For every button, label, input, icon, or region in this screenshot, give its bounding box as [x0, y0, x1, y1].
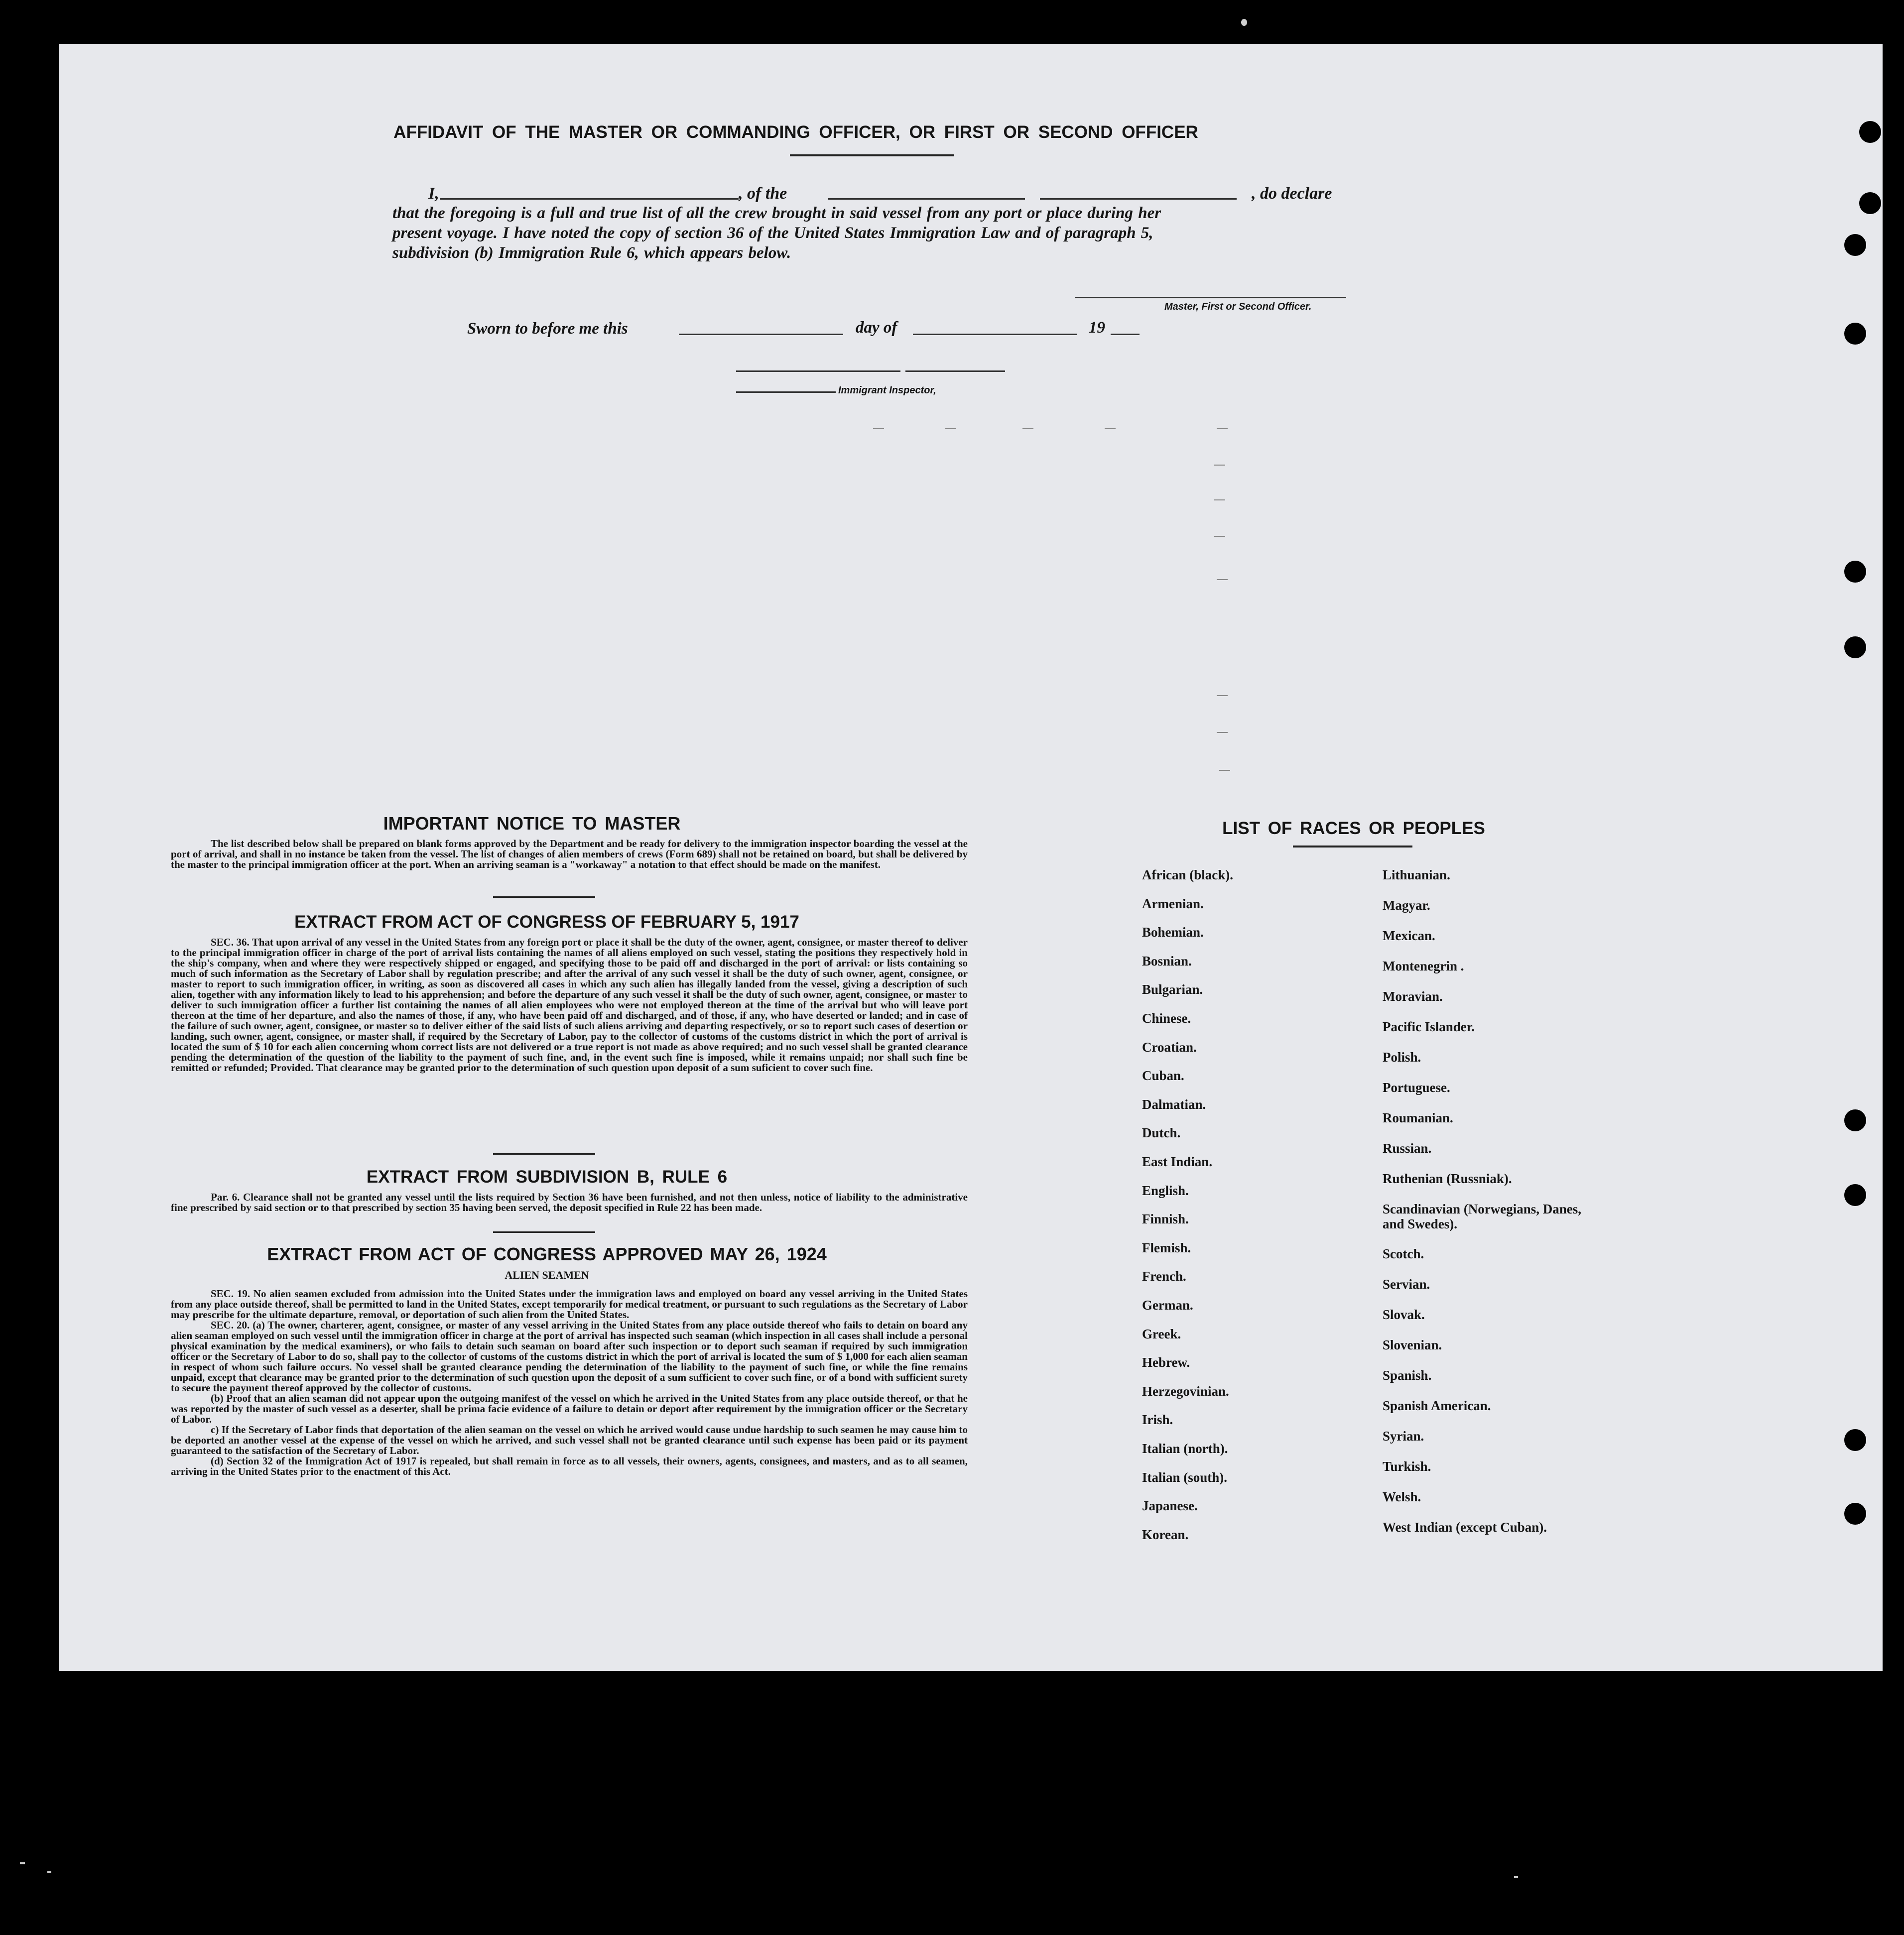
race-item: Chinese. — [1142, 1011, 1191, 1026]
faint-dash — [945, 428, 956, 429]
sworn-label: Sworn to before me this — [467, 320, 628, 338]
race-item: Mexican. — [1383, 928, 1435, 943]
section-19-text: SEC. 19. No alien seamen excluded from admission into the United States under the immigration laws and employed on board any vessel arriving in the United States from any place outside thereof, shall be permitted to land in the United States, except temporarily for medical treatment, or pursuant to such regulations as the Secretary of Labor may prescribe for the ultimate departure, removal, or deportation of such alien from the United States. — [171, 1288, 968, 1321]
section-20d-text: (d) Section 32 of the Immigration Act of 1917 is repealed, but shall remain in force as to all vessels, their owners, agents, consignees, and masters, and as to all seamen, arriving in the United States prior to the enactment of this Act. — [171, 1455, 968, 1477]
race-item: Lithuanian. — [1383, 867, 1450, 882]
race-item: Dalmatian. — [1142, 1096, 1206, 1112]
race-item: English. — [1142, 1183, 1189, 1198]
inspector-signature-line-2 — [905, 370, 1005, 372]
inspector-label: Immigrant Inspector, — [838, 385, 936, 396]
faint-dash — [1214, 536, 1225, 537]
punch-hole — [1844, 1503, 1866, 1525]
section-20a-text: SEC. 20. (a) The owner, charterer, agent, consignee, or master of any vessel arriving in the United States from any place outside thereof who fails to detain on board any alien seaman employed on such vessel until the immigration officer in charge at the port of arrival has inspected such seaman (which inspection in all cases shall include a personal physical examination by the medical examiners), or who fails to detain such seaman on board after such inspection or to deport such seaman if required by such immigration officer or the Secretary of Labor to do so, shall pay to the collector of customs of the customs district in which the port of arrival is located the sum of $ 1,000 for each alien seaman in respect of whom such failure occurs. No vessel shall be granted clearance pending the determination of the liability to the payment of such fine, or while the fine remains unpaid, except that clearance may be granted prior to the determination of such question upon the deposit of a sum sufficient to cover such fine, or of a bond with sufficient surety to secure the payment thereof approved by the collector of customs. — [171, 1319, 968, 1394]
inspector-signature-line-1 — [736, 370, 900, 372]
faint-dash — [1219, 770, 1230, 771]
master-signature-line — [1075, 297, 1346, 298]
race-item: Spanish. — [1383, 1368, 1432, 1383]
race-item: Slovenian. — [1383, 1337, 1442, 1352]
punch-hole — [1844, 1109, 1866, 1131]
affidavit-title-underline — [790, 154, 954, 156]
race-item: African (black). — [1142, 867, 1233, 882]
extract-1917-title: EXTRACT FROM ACT OF CONGRESS OF FEBRUARY 5, 1917 — [294, 912, 799, 932]
faint-dash — [1217, 579, 1228, 580]
affidavit-title: AFFIDAVIT OF THE MASTER OR COMMANDING OFFICER, OR FIRST OR SECOND OFFICER — [393, 122, 1198, 142]
inspector-signature-line-3 — [736, 391, 836, 393]
faint-dash — [1022, 428, 1033, 429]
race-item: Korean. — [1142, 1527, 1189, 1542]
declarant-name-line — [440, 198, 739, 200]
race-item: Bosnian. — [1142, 953, 1192, 968]
affidavit-body-line-1: that the foregoing is a full and true list of all the crew brought in said vessel from any port or place during her — [392, 204, 1161, 222]
race-item: German. — [1142, 1298, 1193, 1313]
race-item: Herzegovinian. — [1142, 1383, 1229, 1399]
race-item: Bulgarian. — [1142, 982, 1203, 997]
race-item: Dutch. — [1142, 1125, 1181, 1141]
notice-body-text: The list described below shall be prepared on blank forms approved by the Department and be ready for delivery to the immigration inspector boarding the vessel at the port of arrival, and shall in no instance be taken from the vessel. The list of changes of alien members of crews (Form 689) shall not be retained on board, but shall be delivered by the master to the principal immigration officer at the port. When an arriving seaman is a "workaway" a notation to that effect should be made on the manifest. — [171, 838, 968, 870]
document-page — [59, 44, 1883, 1671]
rule-6-divider — [493, 1231, 595, 1233]
race-item: Magyar. — [1383, 898, 1430, 913]
race-item: Roumanian. — [1383, 1110, 1453, 1125]
race-item: Italian (north). — [1142, 1441, 1228, 1456]
master-signature-label: Master, First or Second Officer. — [1164, 301, 1312, 312]
affidavit-of-the: , of the — [739, 184, 787, 203]
section-20b-text: (b) Proof that an alien seaman did not appear upon the outgoing manifest of the vessel on which he arrived in the United States from any place outside thereof, or that he was reported by the master of such vessel as a deserter, shall be prima facie evidence of a failure to detain or deport after requirement by the immigration officer or the Secretary of Labor. — [171, 1392, 968, 1425]
races-title: LIST OF RACES OR PEOPLES — [1222, 819, 1485, 838]
race-item: Russian. — [1383, 1141, 1432, 1156]
race-item: Pacific Islander. — [1383, 1019, 1475, 1034]
notice-divider — [493, 896, 595, 898]
race-item: Japanese. — [1142, 1498, 1198, 1514]
race-item: Greek. — [1142, 1326, 1181, 1341]
race-item: Finnish. — [1142, 1211, 1189, 1227]
race-item: Irish. — [1142, 1412, 1173, 1428]
punch-hole — [1859, 121, 1881, 143]
race-item: Cuban. — [1142, 1068, 1184, 1084]
faint-dash — [1105, 428, 1116, 429]
notice-title: IMPORTANT NOTICE TO MASTER — [383, 813, 681, 834]
faint-dash — [1214, 499, 1225, 500]
faint-dash — [1214, 465, 1225, 466]
scan-speck — [1514, 1876, 1518, 1878]
affidavit-i-label: I, — [428, 184, 439, 203]
extract-1924-body — [171, 1289, 968, 1477]
race-item: Croatian. — [1142, 1039, 1197, 1055]
race-item: Italian (south). — [1142, 1469, 1228, 1485]
faint-dash — [1217, 428, 1228, 429]
alien-seamen-subtitle: ALIEN SEAMEN — [505, 1269, 589, 1281]
rule-6-body — [171, 1192, 968, 1213]
affidavit-body-line-3: subdivision (b) Immigration Rule 6, which appears below. — [392, 244, 791, 262]
section-20c-text: c) If the Secretary of Labor finds that deportation of the alien seaman on the vessel on which he arrived would cause undue hardship to such seamen he may cause him to be deported an another vessel at the expense of the vessel on which he arrived, and such vessel shall not be granted clearance until such expense has been paid or its payment guaranteed to the satisfaction of the Secretary of Labor. — [171, 1424, 968, 1456]
punch-hole — [1844, 234, 1866, 256]
race-item: Moravian. — [1383, 989, 1443, 1004]
race-item: Scotch. — [1383, 1246, 1424, 1261]
punch-hole — [1844, 1429, 1866, 1451]
scan-speck — [20, 1862, 25, 1864]
race-item: Welsh. — [1383, 1489, 1421, 1504]
race-item: Slovak. — [1383, 1307, 1425, 1322]
year-prefix: 19 — [1089, 319, 1105, 337]
race-item: Flemish. — [1142, 1240, 1191, 1255]
punch-hole — [1844, 1184, 1866, 1206]
race-item: Syrian. — [1383, 1429, 1424, 1444]
scan-dot — [1241, 19, 1247, 26]
day-of-label: day of — [856, 319, 897, 337]
punch-hole — [1844, 323, 1866, 345]
race-item: Armenian. — [1142, 896, 1204, 911]
vessel-name-line-1 — [828, 198, 1025, 200]
race-item: West Indian (except Cuban). — [1383, 1520, 1547, 1535]
race-item: Montenegrin . — [1383, 959, 1464, 973]
race-item: Ruthenian (Russniak). — [1383, 1171, 1512, 1186]
race-item: Servian. — [1383, 1277, 1430, 1292]
affidavit-do-declare: , do declare — [1252, 184, 1332, 203]
affidavit-body-line-2: present voyage. I have noted the copy of section 36 of the United States Immigration Law and of paragraph 5, — [392, 224, 1153, 242]
race-item: Hebrew. — [1142, 1355, 1190, 1370]
race-item: Scandinavian (Norwegians, Danes, and Swedes). — [1383, 1202, 1582, 1231]
extract-1924-title: EXTRACT FROM ACT OF CONGRESS APPROVED MAY 26, 1924 — [267, 1244, 827, 1264]
race-item: Spanish American. — [1383, 1398, 1491, 1413]
faint-dash — [1217, 732, 1228, 733]
sworn-day-line — [679, 334, 843, 335]
races-title-underline — [1293, 846, 1412, 847]
sworn-month-line — [913, 334, 1077, 335]
race-item: Turkish. — [1383, 1459, 1431, 1474]
notice-body — [171, 839, 968, 870]
punch-hole — [1844, 561, 1866, 583]
rule-6-title: EXTRACT FROM SUBDIVISION B, RULE 6 — [366, 1167, 728, 1187]
section-36-text: SEC. 36. That upon arrival of any vessel in the United States from any foreign port or place it shall be the duty of the owner, agent, consignee, or master thereof to deliver to the principal immigration officer in charge of the port of arrival lists containing the names of all aliens employed on such vessel, stating the positions they respectively hold in the ship's company, when and where they were respectively shipped or engaged, and specifying those to be paid off and discharged in the port of arrival: or lists containing so much of such information as the Secretary of Labor shall by regulation prescribe; and after the arrival of any such vessel it shall be the duty of such owner, agent, consignee, or master to report to such immigration officer, in writing, as soon as discovered all cases in which any such alien has illegally landed from the vessel, giving a description of such alien, together with any information likely to lead to his apprehension; and before the departure of any such vessel it shall be the duty of such owner, agent, consignee, or master to deliver to such immigration officer a further list containing the names of all alien employees who were not employed thereon at the time of the arrival but who will leave port thereon at the time of her departure, and also the names of those, if any, who have been paid off and discharged, and of those, if any, who have deserted or landed; and in case of the failure of such owner, agent, consignee, or master so to deliver either of the said lists of such aliens arriving and departing respectively, or so to report such cases of desertion or landing, such owner, agent, consignee, or master shall, if required by the Secretary of Labor, pay to the collector of customs of the customs district in which the port of arrival is located the sum of $ 10 for each alien concerning whom correct lists are not delivered or a true report is not made as above required; and no such vessel shall be granted clearance pending the determination of the question of the liability to the payment of such fine, and, in the event such fine is imposed, while it remains unpaid; nor shall such fine be remitted or refunded; Provided. That clearance may be granted prior to the determination of such question upon deposit of a sum suficient to cover such fine. — [171, 936, 968, 1074]
punch-hole — [1859, 192, 1881, 214]
race-item: French. — [1142, 1269, 1186, 1284]
race-item: Portuguese. — [1383, 1080, 1450, 1095]
scan-speck — [47, 1871, 51, 1873]
vessel-name-line-2 — [1040, 198, 1237, 200]
race-item: Polish. — [1383, 1050, 1421, 1065]
extract-1917-body — [171, 937, 968, 1073]
race-item: Bohemian. — [1142, 925, 1204, 940]
faint-dash — [873, 428, 884, 429]
extract-1917-divider — [493, 1153, 595, 1155]
paragraph-6-text: Par. 6. Clearance shall not be granted any vessel until the lists required by Section 36 have been furnished, and not then unless, notice of liability to the administrative fine prescribed by said section or to that prescribed by section 35 having been served, the deposit specified in Rule 22 has been made. — [171, 1191, 968, 1213]
punch-hole — [1844, 636, 1866, 658]
year-line — [1111, 334, 1140, 335]
race-item: East Indian. — [1142, 1154, 1213, 1169]
faint-dash — [1217, 695, 1228, 696]
